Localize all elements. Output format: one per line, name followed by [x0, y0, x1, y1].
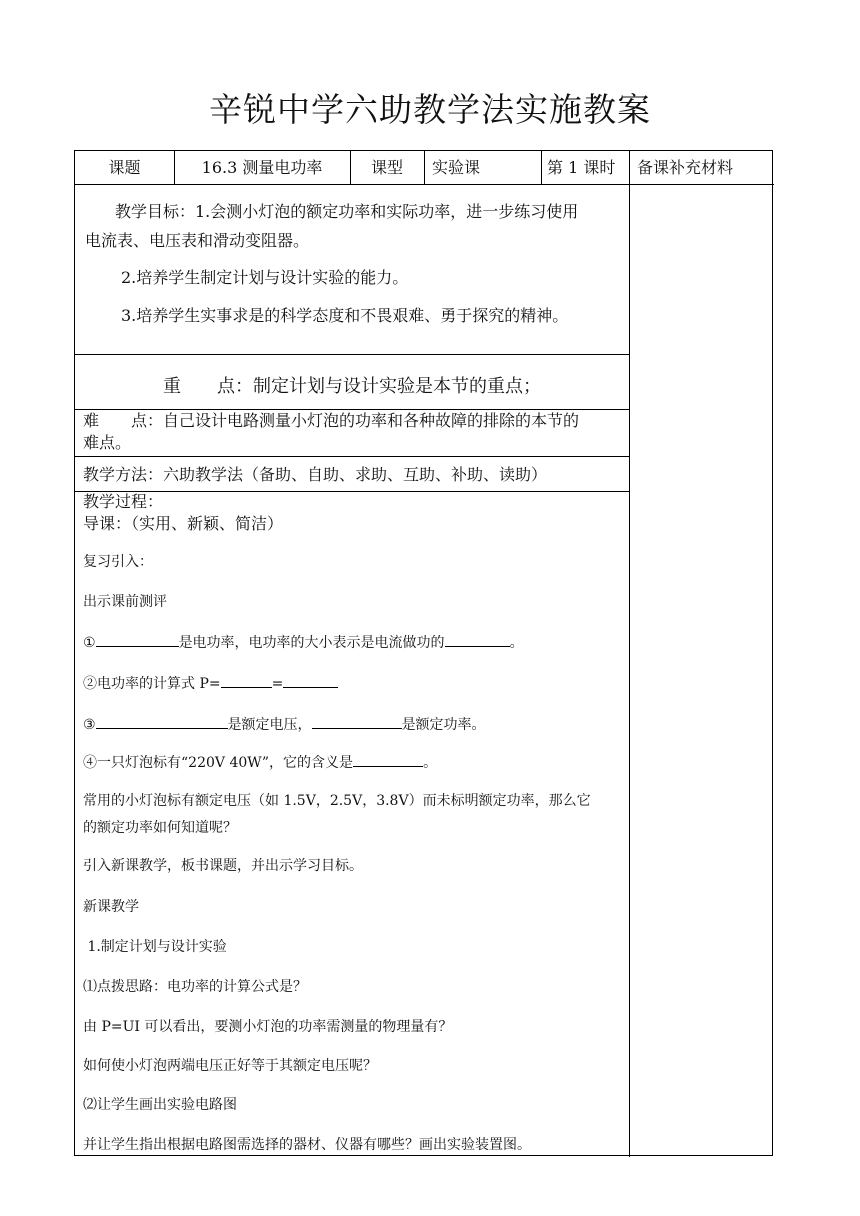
question-3-prefix: ③ — [83, 717, 96, 733]
question-4-end: 。 — [423, 755, 438, 771]
question-3-text: 是额定电压， — [227, 717, 312, 733]
step-1c: 如何使小灯泡两端电压正好等于其额定电压呢？ — [83, 1058, 377, 1074]
type-value: 实验课 — [432, 158, 481, 177]
supplement-divider — [629, 151, 630, 1157]
question-1-prefix: ① — [83, 635, 96, 651]
objective-2: 2.培养学生制定计划与设计实验的能力。 — [121, 268, 409, 287]
answer-blank[interactable] — [221, 669, 272, 688]
question-2-text: ②电功率的计算式 P= — [83, 676, 221, 692]
process-heading: 教学过程： — [83, 492, 164, 511]
paragraph-rated-power — [83, 788, 627, 842]
paragraph-line: 常用的小灯泡标有额定电压（如 1.5V，2.5V，3.8V）而未标明额定功率，那么它 — [83, 793, 591, 809]
step-2: ⑵让学生画出实验电路图 — [83, 1097, 237, 1113]
supplement-label: 备课补充材料 — [637, 158, 734, 177]
answer-blank[interactable] — [353, 748, 423, 767]
answer-blank[interactable] — [312, 710, 402, 729]
difficulty — [83, 410, 627, 454]
row-divider — [75, 184, 774, 185]
objective-3: 3.培养学生实事求是的科学态度和不畏艰难、勇于探究的精神。 — [121, 306, 569, 325]
new-lesson-heading: 新课教学 — [83, 899, 139, 915]
review-intro: 复习引入： — [83, 554, 153, 570]
question-1 — [83, 628, 524, 657]
question-2 — [83, 669, 338, 698]
difficulty-line-1: 难 点：自己设计电路测量小灯泡的功率和各种故障的排除的本节的 — [83, 411, 580, 430]
lead-in: 导课：（实用、新颖、简洁） — [83, 514, 284, 533]
question-3 — [83, 710, 486, 739]
step-1a: ⑴点拨思路：电功率的计算公式是？ — [83, 979, 307, 995]
answer-blank[interactable] — [445, 628, 510, 647]
question-2-eq: = — [271, 676, 284, 692]
question-1-end: 。 — [509, 635, 524, 651]
step-1b: 由 P=UI 可以看出，要测小灯泡的功率需测量的物理量有？ — [83, 1019, 453, 1035]
difficulty-line-2: 难点。 — [83, 433, 132, 452]
step-2a: 并让学生指出根据电路图需选择的器材、仪器有哪些？画出实验装置图。 — [83, 1137, 531, 1153]
objective-1-cont: 电流表、电压表和滑动变阻器。 — [85, 231, 310, 250]
question-4-text: ④一只灯泡标有“220V 40W”，它的含义是 — [83, 755, 354, 771]
topic-value: 16.3 测量电功率 — [201, 158, 323, 177]
question-4 — [83, 748, 437, 777]
question-3-end: 是额定功率。 — [401, 717, 486, 733]
row-divider — [75, 456, 629, 457]
question-1-text: 是电功率，电功率的大小表示是电流做功的 — [178, 635, 445, 651]
row-divider — [75, 354, 629, 355]
paragraph-new-lesson-intro: 引入新课教学，板书课题，并出示学习目标。 — [83, 858, 363, 874]
topic-label: 课题 — [108, 158, 141, 177]
answer-blank[interactable] — [96, 710, 228, 729]
type-label: 课型 — [370, 158, 403, 177]
paragraph-line: 的额定功率如何知道呢？ — [83, 820, 237, 836]
objective-1: 教学目标：1.会测小灯泡的额定功率和实际功率，进一步练习使用 — [115, 202, 579, 221]
answer-blank[interactable] — [283, 669, 338, 688]
key-point: 重 点：制定计划与设计实验是本节的重点； — [163, 376, 541, 397]
answer-blank[interactable] — [96, 628, 179, 647]
period: 第 1 课时 — [547, 158, 616, 177]
document-title: 辛锐中学六助教学法实施教案 — [209, 90, 651, 129]
lesson-plan-table — [74, 150, 773, 1156]
pretest: 出示课前测评 — [83, 594, 167, 610]
section-1-heading: 1.制定计划与设计实验 — [83, 939, 227, 955]
teaching-method: 教学方法：六助教学法（备助、自助、求助、互助、补助、读助） — [83, 465, 548, 484]
objectives-block — [85, 197, 625, 330]
